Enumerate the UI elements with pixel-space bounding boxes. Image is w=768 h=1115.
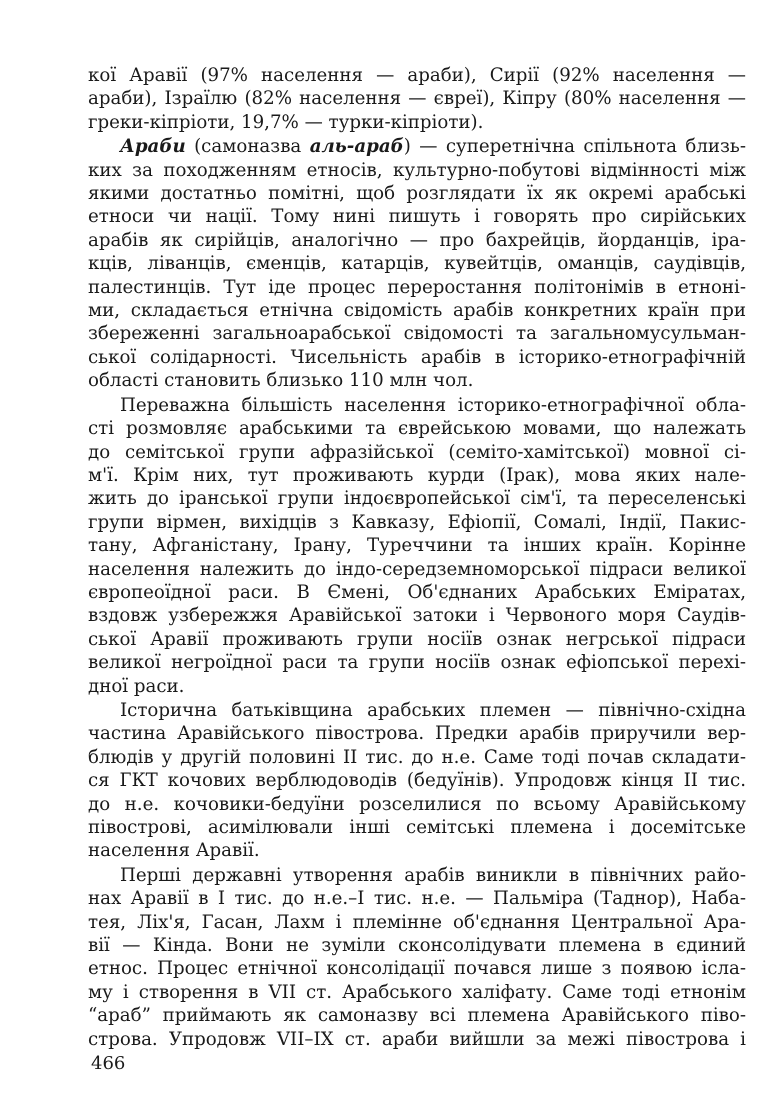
text-line: тея, Ліх'я, Гасан, Лахм і племінне об'єднання Центральної Ара-: [88, 911, 746, 933]
text-line: збереженні загальноарабської свідомості та загальномусульман-: [88, 323, 746, 345]
text-line: Переважна більшість населення історико-етнографічної обла-: [120, 394, 746, 416]
text-line: кої Аравії (97% населення — араби), Сирії (92% населення —: [88, 65, 746, 86]
text-line: араби), Ізраїлю (82% населення — євреї), Кіпру (80% населення —: [88, 88, 746, 110]
text-line: населення Аравії.: [88, 840, 260, 862]
text-line: сті розмовляє арабськими та єврейською мовами, що належать: [88, 418, 746, 440]
text-line: м'ї. Крім них, тут проживають курди (Ірак), мова яких нале-: [88, 464, 746, 486]
text-line: до н.е. кочовики-бедуїни розселилися по всьому Аравійському: [88, 793, 746, 815]
text-line: арабів як сирійців, аналогічно — про бахрейців, йорданців, іра-: [88, 229, 746, 251]
text-line: ської Аравії проживають групи носіїв ознак негрської підраси: [88, 628, 746, 650]
text-line: жить до іранської групи індоєвропейської сім'ї, та переселенські: [88, 488, 746, 510]
text-line: ської солідарності. Чисельність арабів в історико-етнографічній: [88, 346, 746, 368]
paragraph: [88, 699, 746, 863]
page-number: 466: [91, 1053, 126, 1074]
page-body: [88, 64, 746, 1051]
text-line: великої негроїдної раси та групи носіїв ознак ефіопської перехі-: [88, 652, 746, 674]
text-line: греки-кіпріоти, 19,7% — турки-кіпріоти).: [88, 111, 484, 133]
text-line: тану, Афганістану, Ірану, Туреччини та інших країн. Корінне: [88, 535, 746, 557]
text-line: якими достатньо помітні, щоб розглядати їх як окремі арабські: [88, 183, 746, 205]
text-line: кців, ліванців, єменців, катарців, кувейтців, оманців, саудівців,: [88, 253, 746, 275]
text-fragment: ) — суперетнічна спільнота близь-: [403, 136, 746, 158]
text-line: області становить близько 110 млн чол.: [88, 370, 474, 392]
paragraph: [88, 64, 746, 134]
text-line: строва. Упродовж VII–IX ст. араби вийшли за межі півострова і: [88, 1028, 746, 1050]
term-arabs: Араби: [120, 136, 186, 158]
text-line: частина Аравійського півострова. Предки арабів приручили вер-: [88, 723, 746, 745]
text-line: “араб” приймають як самоназву всі племена Аравійського піво-: [88, 1005, 746, 1027]
text-line: півострові, асимілювали інші семітські племена і досемітське: [88, 817, 746, 838]
text-line: блюдів у другій половині II тис. до н.е. Саме тоді почав складати-: [88, 746, 746, 768]
paragraph: [88, 394, 746, 698]
text-line: Історична батьківщина арабських племен — північно-східна: [120, 699, 746, 721]
text-line: ми, складається етнічна свідомість арабів конкретних країн при: [88, 300, 746, 322]
text-line: населення належить до індо-середземноморської підраси великої: [88, 558, 746, 580]
paragraph: [88, 135, 746, 392]
text-line: му і створення в VII ст. Арабського халіфату. Саме тоді етнонім: [88, 981, 746, 1003]
text-line: дної раси.: [88, 675, 185, 697]
text-line: ся ГКТ кочових верблюдоводів (бедуїнів). Упродовж кінця II тис.: [88, 770, 746, 792]
text-line: європеоїдної раси. В Ємені, Об'єднаних Арабських Еміратах,: [88, 581, 746, 603]
text-line: нах Аравії в І тис. до н.е.–І тис. н.е. — Пальміра (Таднор), Наба-: [88, 888, 746, 910]
text-line: до семітської групи афразійської (семіто-хамітської) мовної сі-: [88, 441, 746, 463]
paragraph: [88, 864, 746, 1051]
text-line: ких за походженням етносів, культурно-побутові відмінності між: [88, 159, 746, 181]
text-line: етнос. Процес етнічної консолідації почався лише з появою ісла-: [88, 958, 746, 980]
text-line: вздовж узбережжя Аравійської затоки і Червоного моря Саудів-: [88, 605, 746, 627]
text-fragment: (самоназва: [185, 136, 310, 158]
text-line: [88, 135, 746, 158]
text-line: вії — Кінда. Вони не зуміли сконсолідувати племена в єдиний: [88, 935, 746, 957]
text-line: етноси чи нації. Тому нині пишуть і говорять про сирійських: [88, 206, 746, 228]
text-line: групи вірмен, вихідців з Кавказу, Ефіопії, Сомалі, Індії, Пакис-: [88, 511, 746, 533]
term-al-arab: аль-араб: [309, 136, 404, 158]
text-line: палестинців. Тут іде процес переростання політонімів в етноні-: [88, 276, 746, 298]
text-line: Перші державні утворення арабів виникли в північних райо-: [120, 864, 746, 886]
